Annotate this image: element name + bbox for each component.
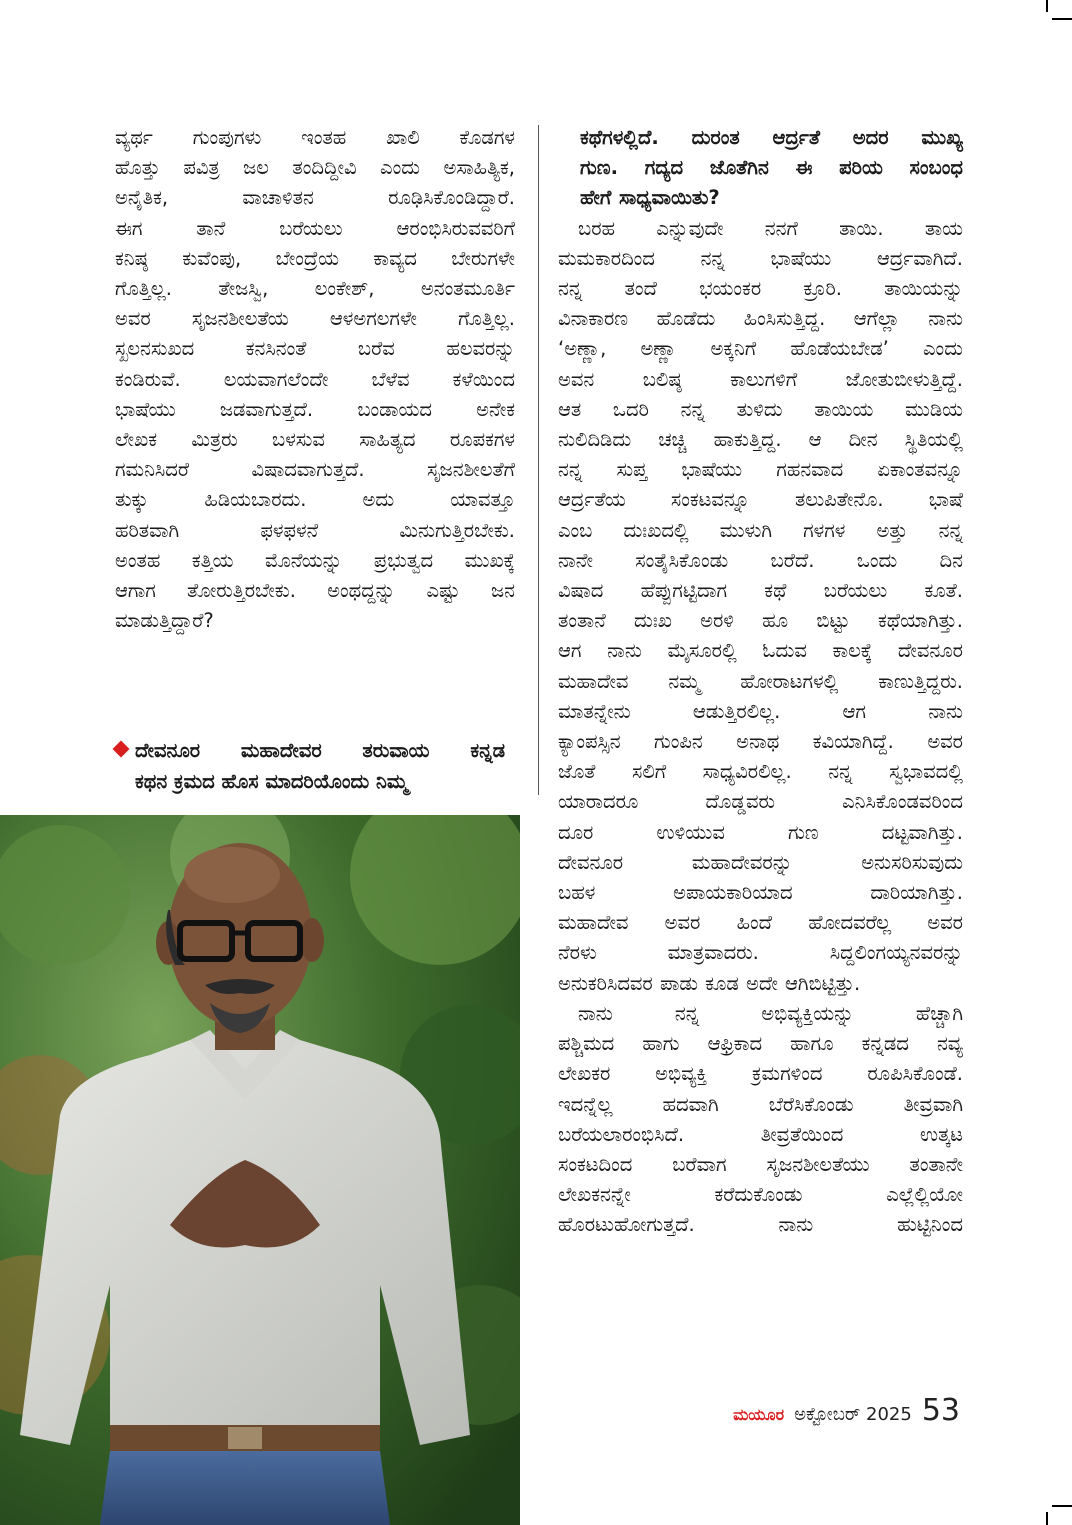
body-line: ಕನಿಷ್ಠ ಕುವೆಂಪು, ಬೇಂದ್ರೆಯ ಕಾವ್ಯದ ಬೇರುಗಳೇ bbox=[115, 246, 515, 270]
body-line: ಆಗ ನಾನು ಮೈಸೂರಲ್ಲಿ ಓದುವ ಕಾಲಕ್ಕೆ ದೇವನೂರ bbox=[558, 639, 963, 663]
body-line: ಬರಹ ಎನ್ನುವುದೇ ನನಗೆ ತಾಯಿ. ತಾಯ bbox=[578, 216, 963, 240]
body-line: ಮಹಾದೇವ ನಮ್ಮ ಹೋರಾಟಗಳಲ್ಲಿ ಕಾಣುತ್ತಿದ್ದರು. bbox=[558, 669, 963, 693]
body-line: ಭಾಷೆಯು ಜಡವಾಗುತ್ತದೆ. ಬಂಡಾಯದ ಅನೇಕ bbox=[115, 397, 515, 421]
body-line: ಅನುಕರಿಸಿದವರ ಪಾಡು ಕೂಡ ಅದೇ ಆಗಿಬಿಟ್ಟಿತ್ತು. bbox=[558, 971, 861, 995]
crop-mark bbox=[1046, 0, 1048, 12]
body-line: ಕ್ಯಾಂಪಸ್ಸಿನ ಗುಂಪಿನ ಅನಾಥ ಕವಿಯಾಗಿದ್ದೆ. ಅವರ bbox=[558, 730, 963, 754]
crop-mark bbox=[1052, 1505, 1072, 1507]
body-line: ತುಕ್ಕು ಹಿಡಿಯಬಾರದು. ಅದು ಯಾವತ್ತೂ bbox=[115, 488, 515, 512]
question-line: ಕಥೆಗಳಲ್ಲಿದೆ. ದುರಂತ ಆರ್ದ್ರತೆ ಅದರ ಮುಖ್ಯ bbox=[580, 126, 963, 149]
body-line: ನುಲಿದಿಡಿದು ಚಚ್ಚಿ ಹಾಕುತ್ತಿದ್ದ. ಆ ದೀನ ಸ್ಥಿತಿಯಲ್ಲಿ bbox=[558, 428, 963, 452]
body-line: ಹೊರಟುಹೋಗುತ್ತದೆ. ನಾನು ಹುಟ್ಟಿನಿಂದ bbox=[558, 1213, 963, 1237]
body-line: ಅನೈತಿಕ, ವಾಚಾಳಿತನ ರೂಢಿಸಿಕೊಂಡಿದ್ದಾರೆ. bbox=[115, 186, 515, 210]
body-line: ವ್ಯರ್ಥ ಗುಂಪುಗಳು ಇಂತಹ ಖಾಲಿ ಕೊಡಗಳ bbox=[115, 126, 515, 149]
body-line: ಸ್ಖಲನಸುಖದ ಕನಸಿನಂತೆ ಬರೆವ ಹಲವರನ್ನು bbox=[115, 337, 515, 361]
body-line: ಮಾತನ್ನೇನು ಆಡುತ್ತಿರಲಿಲ್ಲ. ಆಗ ನಾನು bbox=[558, 699, 963, 723]
body-line: ನನ್ನ ಸುಪ್ತ ಭಾಷೆಯು ಗಹನವಾದ ಏಕಾಂತವನ್ನೂ bbox=[558, 458, 963, 482]
body-line: ಮಹಾದೇವ ಅವರ ಹಿಂದೆ ಹೋದವರೆಲ್ಲ ಅವರ bbox=[558, 911, 963, 935]
column-divider bbox=[538, 125, 539, 795]
body-line: ಪಶ್ಚಿಮದ ಹಾಗು ಆಫ್ರಿಕಾದ ಹಾಗೂ ಕನ್ನಡದ ನವ್ಯ bbox=[558, 1032, 963, 1056]
question-line: ಕಥನ ಕ್ರಮದ ಹೊಸ ಮಾದರಿಯೊಂದು ನಿಮ್ಮ bbox=[135, 770, 409, 793]
body-line: ಕಂಡಿರುವೆ. ಲಯವಾಗಲೆಂದೇ ಬೆಳೆವ ಕಳೆಯಿಂದ bbox=[115, 367, 515, 391]
author-photo bbox=[0, 815, 520, 1525]
question-line: ಹೇಗೆ ಸಾಧ್ಯವಾಯಿತು? bbox=[580, 186, 720, 210]
body-line: ನಾನು ನನ್ನ ಅಭಿವ್ಯಕ್ತಿಯನ್ನು ಹೆಚ್ಚಾಗಿ bbox=[578, 1001, 963, 1025]
body-line: ಅಂತಹ ಕತ್ತಿಯ ಮೊನೆಯನ್ನು ಪ್ರಭುತ್ವದ ಮುಖಕ್ಕೆ bbox=[115, 548, 515, 572]
body-line: ಯಾರಾದರೂ ದೊಡ್ಡವರು ಎನಿಸಿಕೊಂಡವರಿಂದ bbox=[558, 790, 963, 814]
body-line: ವಿಷಾದ ಹೆಪ್ಪುಗಟ್ಟಿದಾಗ ಕಥೆ ಬರೆಯಲು ಕೂತೆ. bbox=[558, 579, 963, 603]
body-line: ದೂರ ಉಳಿಯುವ ಗುಣ ದಟ್ಟವಾಗಿತ್ತು. bbox=[558, 820, 963, 844]
body-line: ಸಂಕಟದಿಂದ ಬರೆವಾಗ ಸೃಜನಶೀಲತೆಯು ತಂತಾನೇ bbox=[558, 1152, 963, 1176]
issue-month-year: ಅಕ್ಟೋಬರ್ 2025 bbox=[794, 1404, 912, 1425]
question-line: ದೇವನೂರ ಮಹಾದೇವರ ತರುವಾಯ ಕನ್ನಡ bbox=[135, 735, 505, 766]
body-line: ಈಗ ತಾನೆ ಬರೆಯಲು ಆರಂಭಿಸಿರುವವರಿಗೆ bbox=[115, 216, 515, 240]
body-line: ಎಂಬ ದುಃಖದಲ್ಲಿ ಮುಳುಗಿ ಗಳಗಳ ಅತ್ತು ನನ್ನ bbox=[558, 518, 963, 542]
crop-mark bbox=[1046, 1512, 1048, 1525]
body-line: ನನ್ನ ತಂದೆ ಭಯಂಕರ ಕ್ರೂರಿ. ತಾಯಿಯನ್ನು bbox=[558, 277, 963, 301]
body-line: ಇದನ್ನೆಲ್ಲ ಹದವಾಗಿ ಬೆರೆಸಿಕೊಂಡು ತೀವ್ರವಾಗಿ bbox=[558, 1092, 963, 1116]
question-block bbox=[135, 735, 505, 797]
question-line: ಗುಣ. ಗದ್ಯದ ಜೊತೆಗಿನ ಈ ಪರಿಯ ಸಂಬಂಧ bbox=[580, 156, 963, 180]
body-line: ಗಮನಿಸಿದರೆ ವಿಷಾದವಾಗುತ್ತದೆ. ಸೃಜನಶೀಲತೆಗೆ bbox=[115, 458, 515, 482]
body-line: ಆತ ಒದರಿ ನನ್ನ ತುಳಿದು ತಾಯಿಯ ಮುಡಿಯ bbox=[558, 397, 963, 421]
body-line: ನೆರಳು ಮಾತ್ರವಾದರು. ಸಿದ್ದಲಿಂಗಯ್ಯನವರನ್ನು bbox=[558, 941, 963, 965]
body-line: ಮಾಡುತ್ತಿದ್ದಾರೆ? bbox=[115, 609, 214, 633]
body-line: ನಾನೇ ಸಂತೈಸಿಕೊಂಡು ಬರೆದೆ. ಒಂದು ದಿನ bbox=[558, 548, 963, 572]
body-line: ದೇವನೂರ ಮಹಾದೇವರನ್ನು ಅನುಸರಿಸುವುದು bbox=[558, 850, 963, 874]
body-line: ಗೊತ್ತಿಲ್ಲ. ತೇಜಸ್ವಿ, ಲಂಕೇಶ್, ಅನಂತಮೂರ್ತಿ bbox=[115, 277, 515, 301]
diamond-bullet-icon bbox=[113, 741, 130, 758]
body-line: ಲೇಖಕನನ್ನೇ ಕರೆದುಕೊಂಡು ಎಲ್ಲೆಲ್ಲಿಯೋ bbox=[558, 1183, 963, 1207]
body-line: ಬಹಳ ಅಪಾಯಕಾರಿಯಾದ ದಾರಿಯಾಗಿತ್ತು. bbox=[558, 881, 963, 905]
body-line: ಆಗಾಗ ತೋರುತ್ತಿರಬೇಕು. ಅಂಥದ್ದನ್ನು ಎಷ್ಟು ಜನ bbox=[115, 579, 515, 603]
body-line: ಅವರ ಸೃಜನಶೀಲತೆಯ ಆಳಅಗಲಗಳೇ ಗೊತ್ತಿಲ್ಲ. bbox=[115, 307, 515, 331]
body-line: ಲೇಖಕ ಮಿತ್ರರು ಬಳಸುವ ಸಾಹಿತ್ಯದ ರೂಪಕಗಳ bbox=[115, 428, 515, 452]
author-portrait-icon bbox=[0, 815, 520, 1525]
body-line: ಲೇಖಕರ ಅಭಿವ್ಯಕ್ತಿ ಕ್ರಮಗಳಿಂದ ರೂಪಿಸಿಕೊಂಡೆ. bbox=[558, 1062, 963, 1086]
body-line: ಆರ್ದ್ರತೆಯ ಸಂಕಟವನ್ನೂ ತಲುಪಿತೇನೊ. ಭಾಷೆ bbox=[558, 488, 963, 512]
page-number: 53 bbox=[921, 1393, 960, 1428]
right-column bbox=[558, 123, 963, 1241]
crop-mark bbox=[1052, 18, 1072, 20]
left-column-body bbox=[115, 123, 515, 636]
body-line: ‘ಅಣ್ಣಾ, ಅಣ್ಣಾ ಅಕ್ಕನಿಗೆ ಹೊಡೆಯಬೇಡ’ ಎಂದು bbox=[558, 337, 963, 361]
magazine-brand: ಮಯೂರ bbox=[733, 1405, 785, 1424]
body-line: ವಿನಾಕಾರಣ ಹೊಡೆದು ಹಿಂಸಿಸುತ್ತಿದ್ದ. ಆಗೆಲ್ಲಾ ನಾನು bbox=[558, 307, 963, 331]
body-line: ಬರೆಯಲಾರಂಭಿಸಿದೆ. ತೀವ್ರತೆಯಿಂದ ಉತ್ಕಟ bbox=[558, 1122, 963, 1146]
body-line: ಅವನ ಬಲಿಷ್ಠ ಕಾಲುಗಳಿಗೆ ಜೋತುಬೀಳುತ್ತಿದ್ದೆ. bbox=[558, 367, 963, 391]
body-line: ಹರಿತವಾಗಿ ಫಳಫಳನೆ ಮಿನುಗುತ್ತಿರಬೇಕು. bbox=[115, 518, 515, 542]
body-line: ತಂತಾನೆ ದುಃಖ ಅರಳಿ ಹೂ ಬಿಟ್ಟು ಕಥೆಯಾಗಿತ್ತು. bbox=[558, 609, 963, 633]
body-line: ಮಮಕಾರದಿಂದ ನನ್ನ ಭಾಷೆಯು ಆರ್ದ್ರವಾಗಿದೆ. bbox=[558, 246, 963, 270]
page-footer bbox=[733, 1393, 960, 1429]
body-line: ಜೊತೆ ಸಲಿಗೆ ಸಾಧ್ಯವಿರಲಿಲ್ಲ. ನನ್ನ ಸ್ವಭಾವದಲ್ಲಿ bbox=[558, 760, 963, 784]
body-line: ಹೊತ್ತು ಪವಿತ್ರ ಜಲ ತಂದಿದ್ದೀವಿ ಎಂದು ಅಸಾಹಿತ್ಯಿಕ, bbox=[115, 156, 515, 180]
